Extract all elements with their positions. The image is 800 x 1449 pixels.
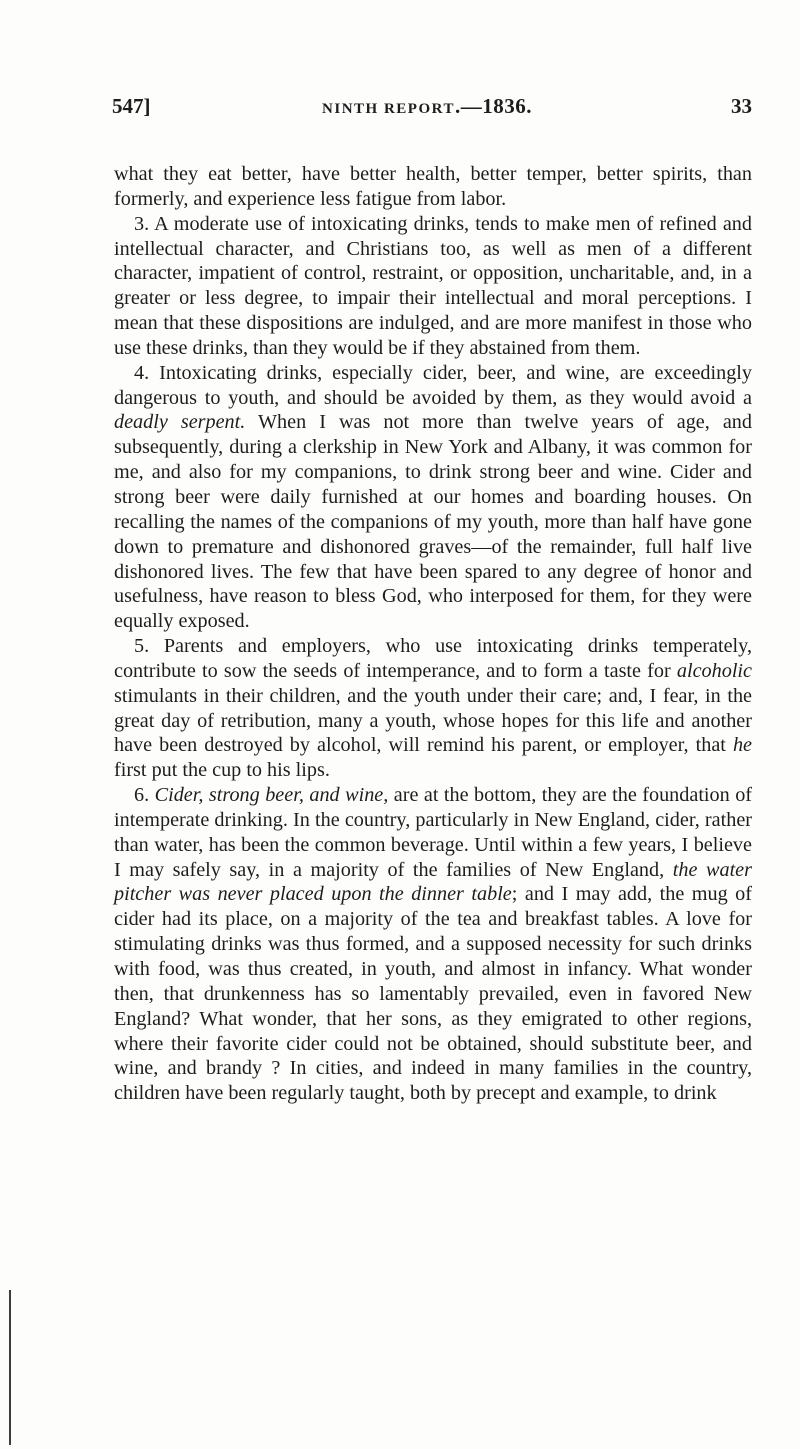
paragraph-p-5 xyxy=(114,634,752,783)
paragraph-text: When I was not more than twelve years of age, and subsequently, during a clerkship in New York and Albany, it was common for me, and also for my companions, to drink strong beer and wine. Cider and strong beer were daily furnished at our homes and boarding houses. On recalling the names of the companions of my youth, more than half have gone down to premature and dishonored graves—of the remainder, full half live dishonored lives. The few that have been spared to any degree of honor and usefulness, have reason to bless God, who interposed for them, for they were equally exposed. xyxy=(114,411,752,633)
paragraph-text: ; and I may add, the mug of cider had its place, on a majority of the tea and breakfast tables. A love for stimulating drinks was thus formed, and a supposed necessity for such drinks with food, was thus created, in youth, and almost in infancy. What wonder then, that drunkenness has so lamentably prevailed, even in favored New England? What wonder, that her sons, as they emigrated to other regions, where their favorite cider could not be obtained, should substitute beer, and wine, and brandy ? In cities, and indeed in many families in the country, children have been regularly taught, both by precept and example, to drink xyxy=(114,883,752,1105)
emphasis-text: Cider, strong beer, and wine, xyxy=(154,784,389,807)
running-title-year: 1836. xyxy=(482,94,532,118)
running-title-dash: .— xyxy=(454,94,483,118)
running-title-word: NINTH REPORT xyxy=(322,101,455,117)
paragraph-p-6 xyxy=(114,783,752,1106)
paragraph-text: are at the bottom, they are the foundation of intemperate drinking. In the country, particularly in New England, cider, rather than water, has been the common beverage. Until within a few years, I believe I may safely say, in a majority of the families of New England, xyxy=(114,784,753,881)
paragraph-p-3 xyxy=(114,212,752,361)
paragraph-text: 6. xyxy=(134,784,155,807)
emphasis-text: he xyxy=(732,734,752,757)
running-header xyxy=(112,94,752,124)
paragraph-p-4 xyxy=(114,361,752,634)
paragraph-text: 4. Intoxicating drinks, especially cider, beer, and wine, are exceedingly dangerous to youth, and should be avoided by them, as they would avoid a xyxy=(114,361,752,409)
scan-gutter-line xyxy=(9,1290,11,1445)
emphasis-text: deadly serpent. xyxy=(114,411,246,434)
page-number: 33 xyxy=(731,94,752,118)
paragraph-text: 5. Parents and employers, who use intoxicating drinks temperately, contribute to sow the seeds of intemperance, and to form a taste for xyxy=(114,635,752,682)
paragraph-text: what they eat better, have better health, better temper, better spirits, than formerly, and experience less fatigue from labor. xyxy=(114,163,752,210)
emphasis-text: alcoholic xyxy=(676,659,752,682)
paragraph-text: first put the cup to his lips. xyxy=(114,759,330,782)
paragraph-text: stimulants in their children, and the youth under their care; and, I fear, in the great day of retribution, many a youth, whose hopes for this life and another have been destroyed by alcohol, will remind his parent, or employer, that xyxy=(114,684,752,757)
emphasis-text: the water pitcher was never placed upon the dinner table xyxy=(114,858,752,906)
page-reference: 547] xyxy=(112,94,151,118)
running-title xyxy=(112,94,752,119)
body-text xyxy=(114,162,752,1106)
paragraph-p-intro xyxy=(114,162,752,212)
paragraph-text: 3. A moderate use of intoxicating drinks, tends to make men of refined and intellectual character, and Christians too, as well as men of a different character, impatient of control, restraint, or opposition, uncharitable, and, in a greater or less degree, to impair their intellectual and moral perceptions. I mean that these dispositions are indulged, and are more manifest in those who use these drinks, than they would be if they abstained from them. xyxy=(114,212,752,359)
